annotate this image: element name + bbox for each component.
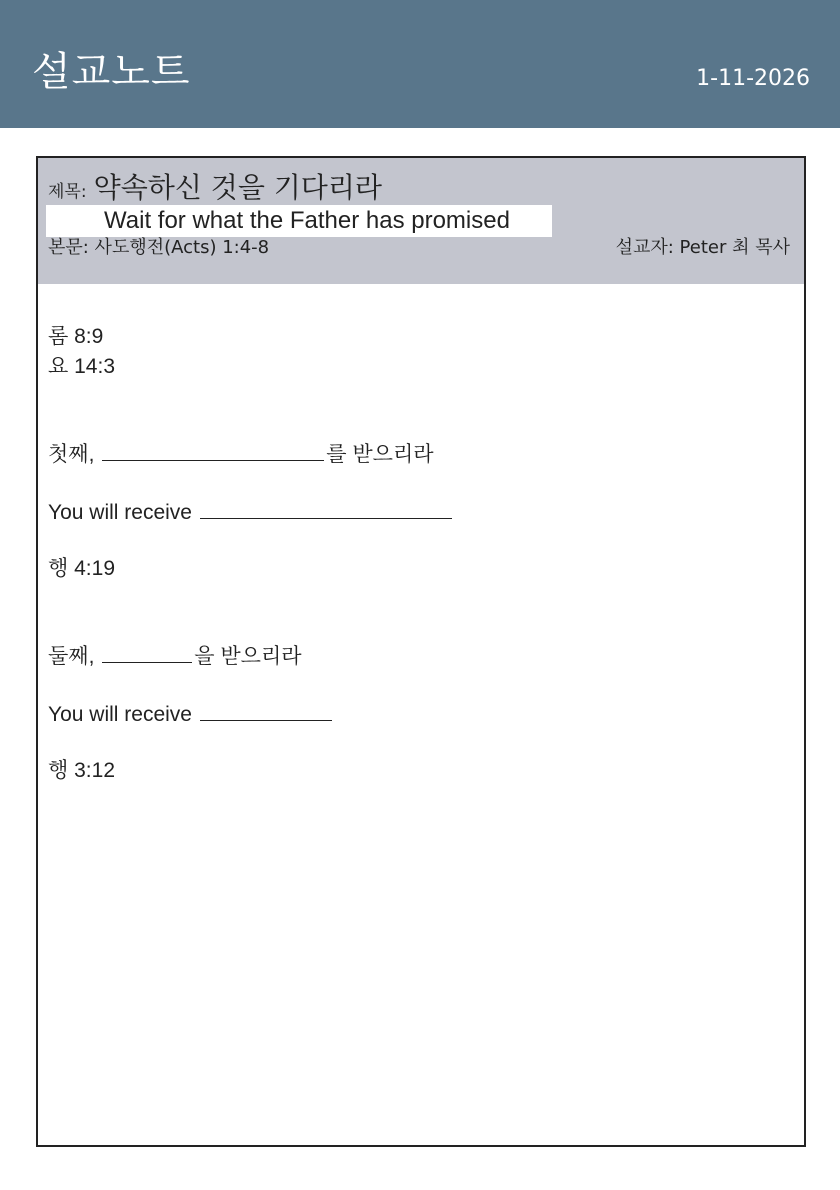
point-1-english-blank [200,498,452,519]
point-1-suffix: 를 받으리라 [326,443,434,466]
point-1-english-text: You will receive [48,501,192,524]
point-2-blank [102,642,192,663]
point-2-english-text: You will receive [48,703,192,726]
point-1-english [48,498,454,526]
reference-2: 요 14:3 [48,355,115,378]
title-label: 제목: [48,182,87,202]
app-title: 설교노트 [32,49,191,95]
sermon-info-block [38,158,804,284]
point-2-english [48,700,334,728]
sermon-subtitle: Wait for what the Father has promised [104,207,510,234]
point-1-blank [102,440,324,461]
point-2-korean [48,642,302,670]
sermon-title: 약속하신 것을 기다리라 [93,171,382,204]
subtitle-box [46,205,552,237]
point-2-english-blank [200,700,332,721]
point-2-prefix: 둘째, [48,645,95,668]
point-2-reference: 행 3:12 [48,759,115,782]
reference-1: 롬 8:9 [48,325,104,348]
header-date: 1-11-2026 [696,66,810,91]
point-2-suffix: 을 받으리라 [194,645,302,668]
point-1-prefix: 첫째, [48,443,95,466]
point-1-reference: 행 4:19 [48,557,115,580]
sermon-note-frame [36,156,806,1147]
header-bar [0,0,840,128]
scripture-passage: 본문: 사도행전(Acts) 1:4-8 [48,237,270,258]
title-line [48,166,382,206]
preacher: 설교자: Peter 최 목사 [615,237,790,258]
point-1-korean [48,440,434,468]
